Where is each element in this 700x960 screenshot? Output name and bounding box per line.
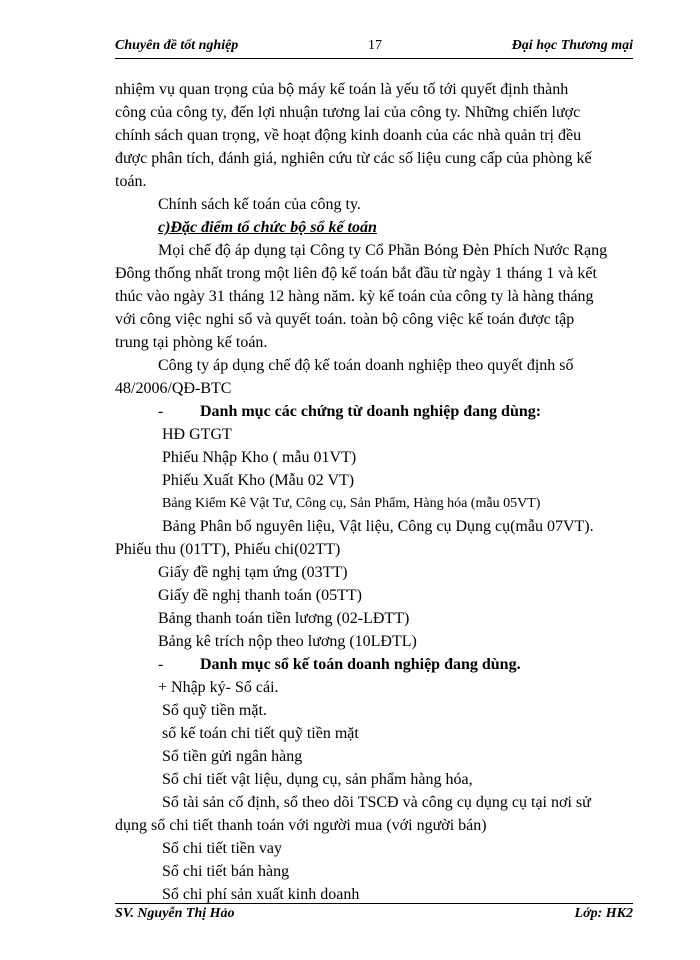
body-line: trung tại phòng kế toán. xyxy=(115,334,268,351)
body-line: được phân tích, đánh giá, nghiên cứu từ các số liệu cung cấp của phòng kế xyxy=(115,150,592,167)
page-number: 17 xyxy=(368,38,382,53)
list-item: Sổ chi tiết tiền vay xyxy=(162,840,282,857)
list-item: Phiếu Nhập Kho ( mẫu 01VT) xyxy=(162,449,357,466)
body-line: toán. xyxy=(115,173,147,190)
list-item: Sổ chi tiết bán hàng xyxy=(162,863,290,880)
body-line: Công ty áp dụng chế độ kế toán doanh nghiệp theo quyết định số xyxy=(158,357,574,374)
list-item: Bảng Kiểm Kê Vật Tư, Công cụ, Sản Phẩm, Hàng hóa (mẫu 05VT) xyxy=(162,496,541,511)
header-right: Đại học Thương mại xyxy=(511,38,633,53)
section-heading: c)Đặc điểm tổ chức bộ sổ kế toán xyxy=(158,219,377,236)
body-line: thúc vào ngày 31 tháng 12 hàng năm. kỳ kế toán của công ty là hàng tháng xyxy=(115,288,594,305)
footer-rule xyxy=(115,903,633,904)
list-item: Phiếu thu (01TT), Phiếu chi(02TT) xyxy=(115,541,341,558)
body-line: công của công ty, đến lợi nhuận tương lai của công ty. Những chiến lược xyxy=(115,104,581,121)
list-item: + Nhập ký- Sổ cái. xyxy=(158,679,279,696)
list-item: Sổ chi phí sản xuất kinh doanh xyxy=(162,886,360,903)
list-item: Giấy đề nghị thanh toán (05TT) xyxy=(158,587,362,604)
list-item: Sổ tài sản cố định, sổ theo dõi TSCĐ và công cụ dụng cụ tại nơi sử xyxy=(162,794,591,811)
body-line: Đông thống nhất trong một liên độ kế toán bắt đầu từ ngày 1 tháng 1 và kết xyxy=(115,265,597,282)
body-line: với công việc nghi sổ và quyết toán. toàn bộ công việc kế toán được tập xyxy=(115,311,575,328)
body-line: Mọi chế độ áp dụng tại Công ty Cổ Phần Bóng Đèn Phích Nước Rạng xyxy=(158,242,608,259)
list-item: sổ kế toán chi tiết quỹ tiền mặt xyxy=(162,725,359,742)
body-line: chính sách quan trọng, về hoạt động kinh doanh của các nhà quản trị đều xyxy=(115,127,582,144)
list-heading: Danh mục sổ kế toán doanh nghiệp đang dùng. xyxy=(200,656,521,673)
list-item: dụng sổ chi tiết thanh toán với người mua (với người bán) xyxy=(115,817,487,834)
list-item: Sổ tiền gửi ngân hàng xyxy=(162,748,303,765)
body-line: nhiệm vụ quan trọng của bộ máy kế toán là yếu tố tới quyết định thành xyxy=(115,81,569,98)
list-item: Bảng Phân bổ nguyên liệu, Vật liệu, Công cụ Dụng cụ(mẫu 07VT). xyxy=(162,518,594,535)
list-item: Phiếu Xuất Kho (Mẫu 02 VT) xyxy=(162,472,355,489)
list-item: Sổ chi tiết vật liệu, dụng cụ, sản phẩm hàng hóa, xyxy=(162,771,473,788)
footer-left: SV. Nguyễn Thị Hảo xyxy=(115,906,235,921)
footer-right: Lớp: HK2 xyxy=(574,906,633,921)
body-line: 48/2006/QĐ-BTC xyxy=(115,380,232,397)
list-item: Giấy đề nghị tạm ứng (03TT) xyxy=(158,564,348,581)
header-rule xyxy=(115,58,633,59)
list-item: Bảng thanh toán tiền lương (02-LĐTT) xyxy=(158,610,410,627)
list-heading: Danh mục các chứng từ doanh nghiệp đang dùng: xyxy=(200,403,542,420)
header-left: Chuyên đề tốt nghiệp xyxy=(115,38,239,53)
list-item: Sổ quỹ tiền mặt. xyxy=(162,702,267,719)
list-item: Bảng kê trích nộp theo lương (10LĐTL) xyxy=(158,633,417,650)
bullet-dash: - xyxy=(158,656,164,673)
list-item: HĐ GTGT xyxy=(162,426,232,443)
body-line: Chính sách kế toán của công ty. xyxy=(158,196,361,213)
bullet-dash: - xyxy=(158,403,164,420)
